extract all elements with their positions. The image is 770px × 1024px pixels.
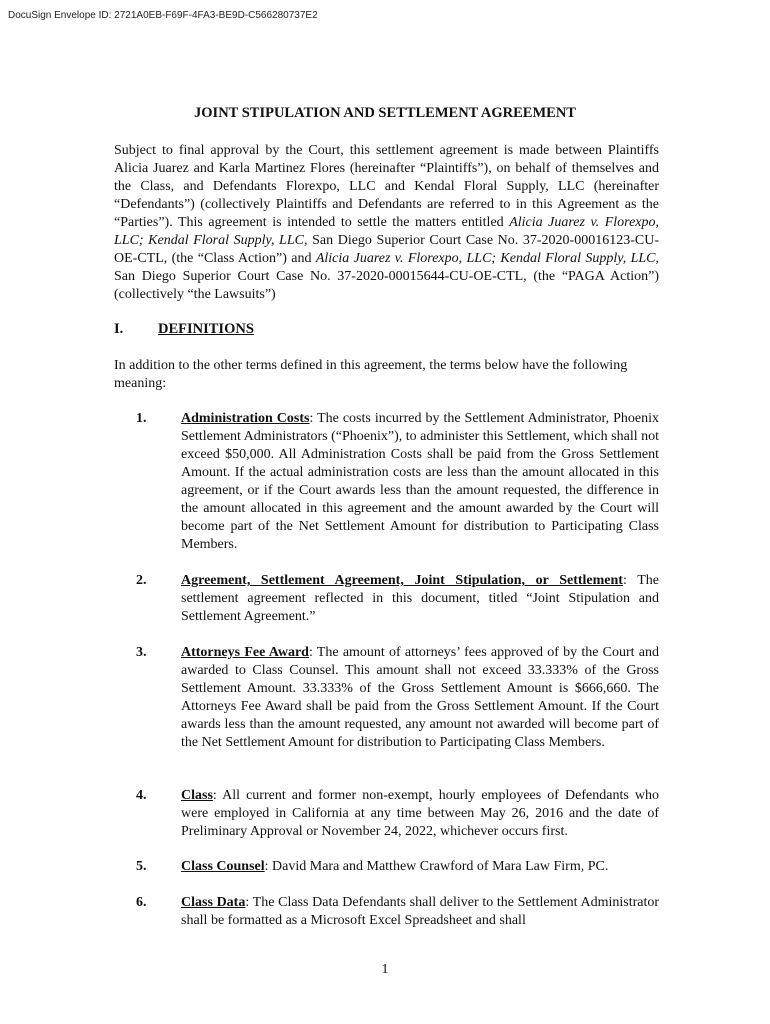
definition-text: : The Class Data Defendants shall deliver to the Settlement Administrator shall be formatted as a Microsoft Excel Spreadsheet and shall (181, 895, 660, 928)
definition-number: 1. (136, 411, 147, 426)
definition-term: Class Data (181, 895, 246, 910)
definition-body (181, 572, 659, 626)
intro-text-1: Subject to final approval by the Court, this settlement agreement is made between Plaintiffs Alicia Juarez and Karla Martinez Flores (hereinafter “Plaintiffs”), on behalf of themselves and the Class, and Defendants Florexpo, LLC and Kendal Floral Supply, LLC (hereinafter “Defendants”) (collectively Plaintiffs and Defendants are referred to in this Agreement as the “Parties”). This agreement is intended to settle the matters entitled (114, 143, 659, 230)
definition-body (181, 787, 659, 841)
definition-term: Class (181, 788, 213, 803)
definition-text: : All current and former non-exempt, hourly employees of Defendants who were employed in California at any time between May 26, 2016 and the date of Preliminary Approval or November 24, 2022, whichever occurs first. (181, 788, 659, 839)
definition-term: Class Counsel (181, 859, 265, 874)
definition-term: Administration Costs (181, 411, 310, 426)
definition-number: 4. (136, 788, 147, 803)
definition-number: 3. (136, 645, 147, 660)
document-title: JOINT STIPULATION AND SETTLEMENT AGREEMENT (194, 105, 576, 121)
paga-action-case-name: Alicia Juarez v. Florexpo, LLC; Kendal Floral Supply, LLC (315, 251, 656, 266)
definitions-lead: In addition to the other terms defined in this agreement, the terms below have the following meaning: (114, 358, 628, 391)
definition-text: : The costs incurred by the Settlement Administrator, Phoenix Settlement Administrators (“Phoenix”), to administer this Settlement, which shall not exceed $50,000. All Administration Costs shall be paid from the Gross Settlement Amount. If the actual administration costs are less than the amount allocated in this agreement, or if the Court awards less than the amount requested, the difference in the amount allocated in this agreement and the amount awarded by the Court will become part of the Net Settlement Amount for distribution to Participating Class Members. (181, 411, 659, 552)
section-title: DEFINITIONS (158, 321, 254, 337)
section-definitions-heading (114, 321, 254, 338)
definition-term: Agreement, Settlement Agreement, Joint Stipulation, or Settlement (181, 573, 623, 588)
docusign-envelope-id: DocuSign Envelope ID: 2721A0EB-F69F-4FA3-BE9D-C566280737E2 (8, 10, 318, 21)
class-action-case-name: Alicia Juarez v. Florexpo, LLC; Kendal Floral Supply, LLC (114, 215, 660, 248)
definition-number: 5. (136, 859, 147, 874)
definition-item (114, 858, 659, 876)
definition-body (181, 644, 659, 752)
intro-paragraph (114, 142, 659, 304)
definition-text: : David Mara and Matthew Crawford of Mara Law Firm, PC. (264, 859, 609, 874)
definition-item (114, 410, 659, 554)
definition-item (114, 787, 659, 841)
section-number: I. (114, 321, 124, 337)
definition-item (114, 644, 659, 752)
definition-body (181, 894, 659, 930)
definition-item (114, 572, 659, 626)
definition-text: : The amount of attorneys’ fees approved of by the Court and awarded to Class Counsel. This amount shall not exceed 33.333% of the Gross Settlement Amount. 33.333% of the Gross Settlement Amount is $666,660. The Attorneys Fee Award shall be paid from the Gross Settlement Amount. If the Court awards less than the amount requested, any amount not awarded will become part of the Net Settlement Amount for distribution to Participating Class Members. (181, 645, 659, 750)
definition-item (114, 894, 659, 930)
page-number: 1 (381, 962, 389, 977)
intro-text-2: , San Diego Superior Court Case No. 37-2020-00016123-CU-OE-CTL, (the “Class Action”) and (114, 233, 659, 266)
definition-text: : The settlement agreement reflected in this document, titled “Joint Stipulation and Settlement Agreement.” (181, 573, 659, 624)
definition-number: 6. (136, 895, 147, 910)
definition-body (181, 410, 659, 554)
definition-number: 2. (136, 573, 147, 588)
intro-text-3: , San Diego Superior Court Case No. 37-2020-00015644-CU-OE-CTL, (the “PAGA Action”) (collectively “the Lawsuits”) (114, 251, 659, 302)
definition-term: Attorneys Fee Award (181, 645, 309, 660)
definition-body (181, 858, 659, 876)
